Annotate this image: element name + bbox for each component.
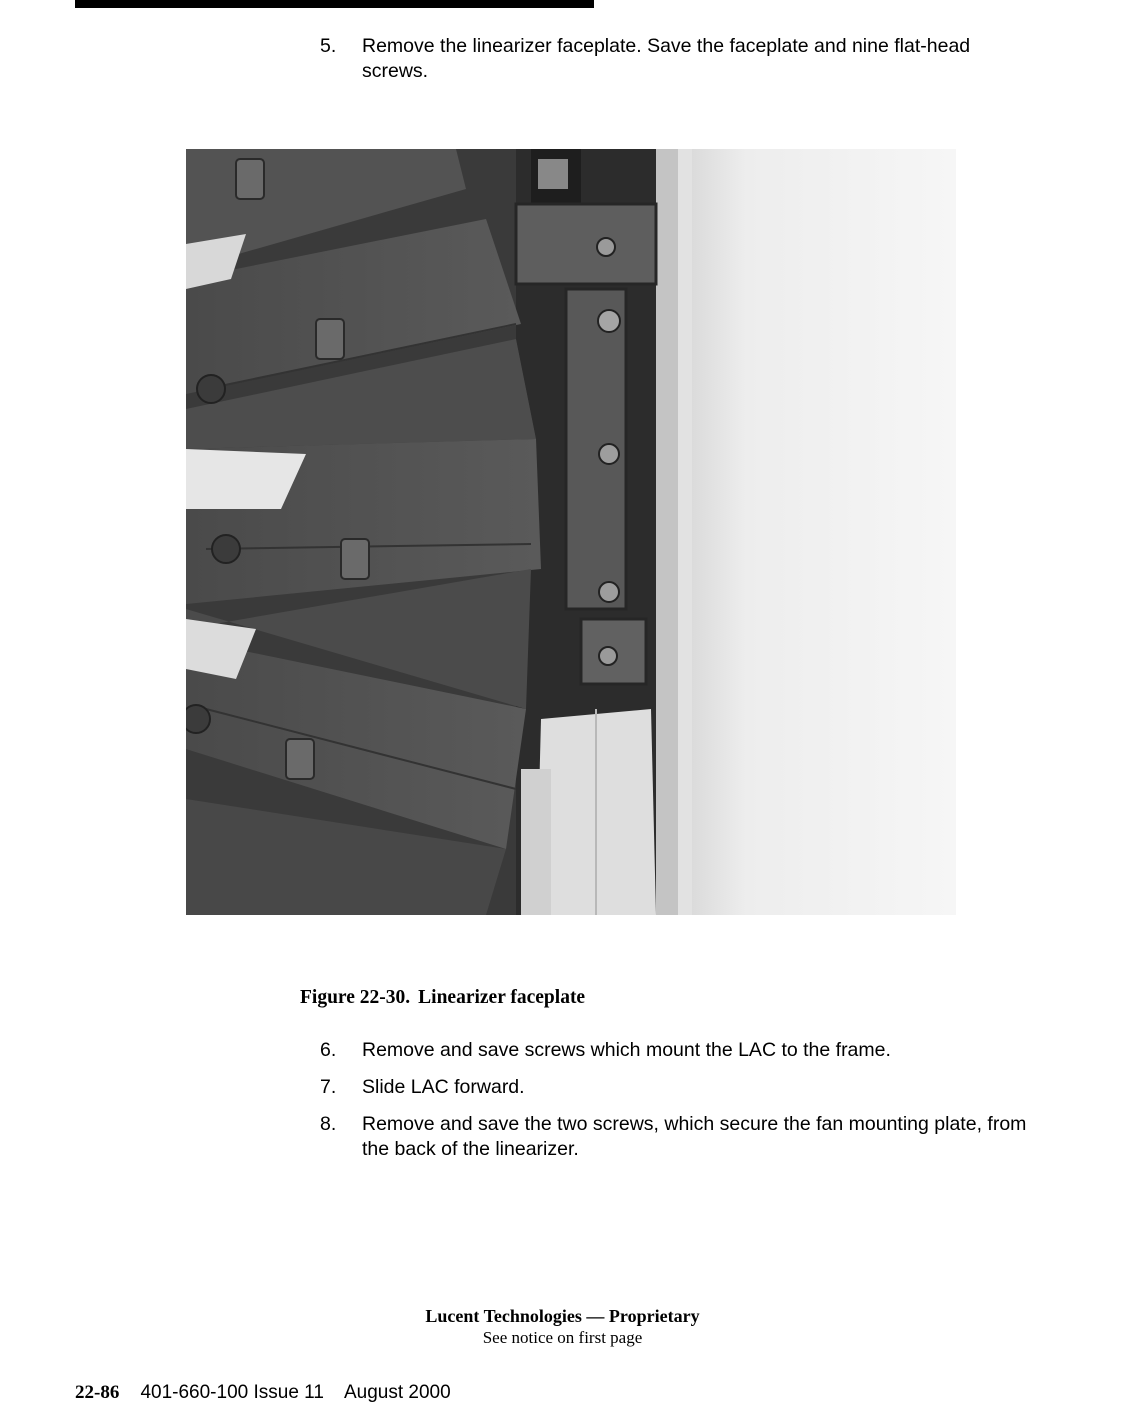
figure-title: Linearizer faceplate <box>418 987 586 1008</box>
linearizer-faceplate-photo <box>186 149 956 915</box>
figure-caption <box>300 987 585 1009</box>
document-issue: 401-660-100 Issue 11 <box>140 1382 324 1403</box>
step-text: Remove and save the two screws, which secure the fan mounting plate, from the back of the linearizer. <box>362 1113 1027 1160</box>
document-date: August 2000 <box>343 1382 451 1403</box>
step-number: 7. <box>320 1076 337 1098</box>
step-number: 8. <box>320 1113 337 1135</box>
page-folio <box>75 1382 451 1404</box>
step-text: Remove and save screws which mount the LAC to the frame. <box>362 1039 891 1061</box>
footer-proprietary: Lucent Technologies — Proprietary <box>425 1306 700 1326</box>
page-number: 22-86 <box>75 1382 120 1403</box>
step-number: 6. <box>320 1039 337 1061</box>
footer-notice: See notice on first page <box>482 1328 643 1347</box>
header-rule <box>75 0 594 8</box>
step-text: Slide LAC forward. <box>362 1076 525 1098</box>
step-text: Remove the linearizer faceplate. Save the faceplate and nine flat-head screws. <box>362 35 971 82</box>
step-number: 5. <box>320 35 337 57</box>
figure-number: Figure 22-30. <box>300 987 411 1008</box>
